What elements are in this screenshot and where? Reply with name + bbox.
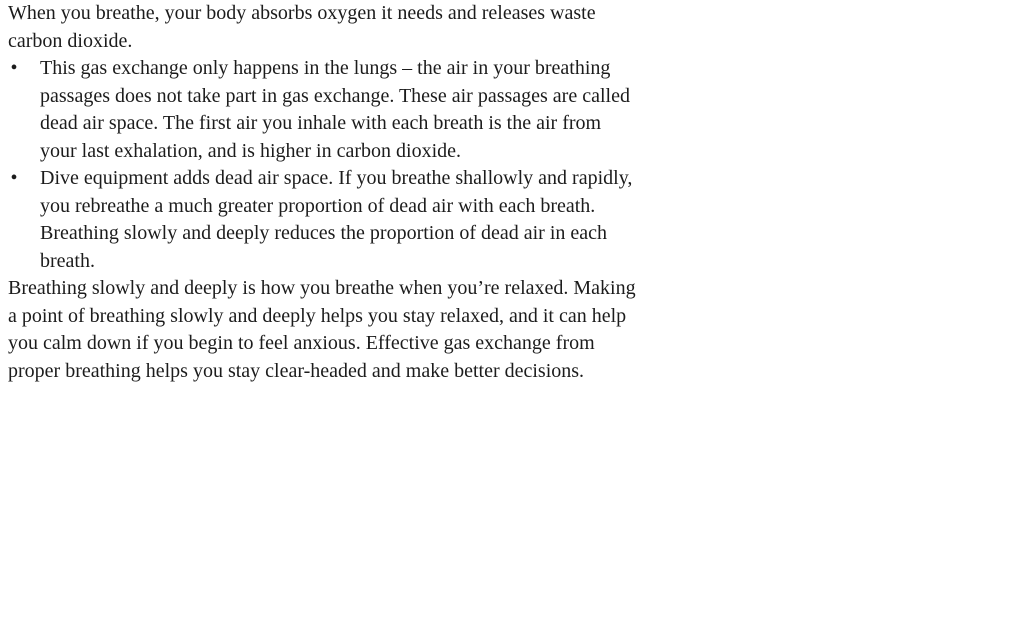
bullet-icon: •	[10, 167, 18, 189]
bullet-list	[8, 55, 648, 275]
bullet-text: This gas exchange only happens in the lungs – the air in your breathing passages does not take part in gas exchange. These air passages are called dead air space. The first air you inhale with each breath is the air from your last exhalation, and is higher in carbon dioxide.	[40, 57, 630, 162]
document-page	[8, 0, 648, 385]
intro-paragraph: When you breathe, your body absorbs oxygen it needs and releases waste carbon dioxide.	[8, 2, 596, 52]
bullet-item	[8, 55, 640, 165]
bullet-item	[8, 165, 640, 275]
bullet-icon: •	[10, 57, 18, 79]
closing-paragraph: Breathing slowly and deeply is how you breathe when you’re relaxed. Making a point of breathing slowly and deeply helps you stay relaxed, and it can help you calm down if you begin to feel anxious. Effective gas exchange from proper breathing helps you stay clear-headed and make better decisions.	[8, 277, 636, 382]
bullet-text: Dive equipment adds dead air space. If you breathe shallowly and rapidly, you rebreathe a much greater proportion of dead air with each breath. Breathing slowly and deeply reduces the proportion of dead air in each breath.	[40, 167, 633, 272]
